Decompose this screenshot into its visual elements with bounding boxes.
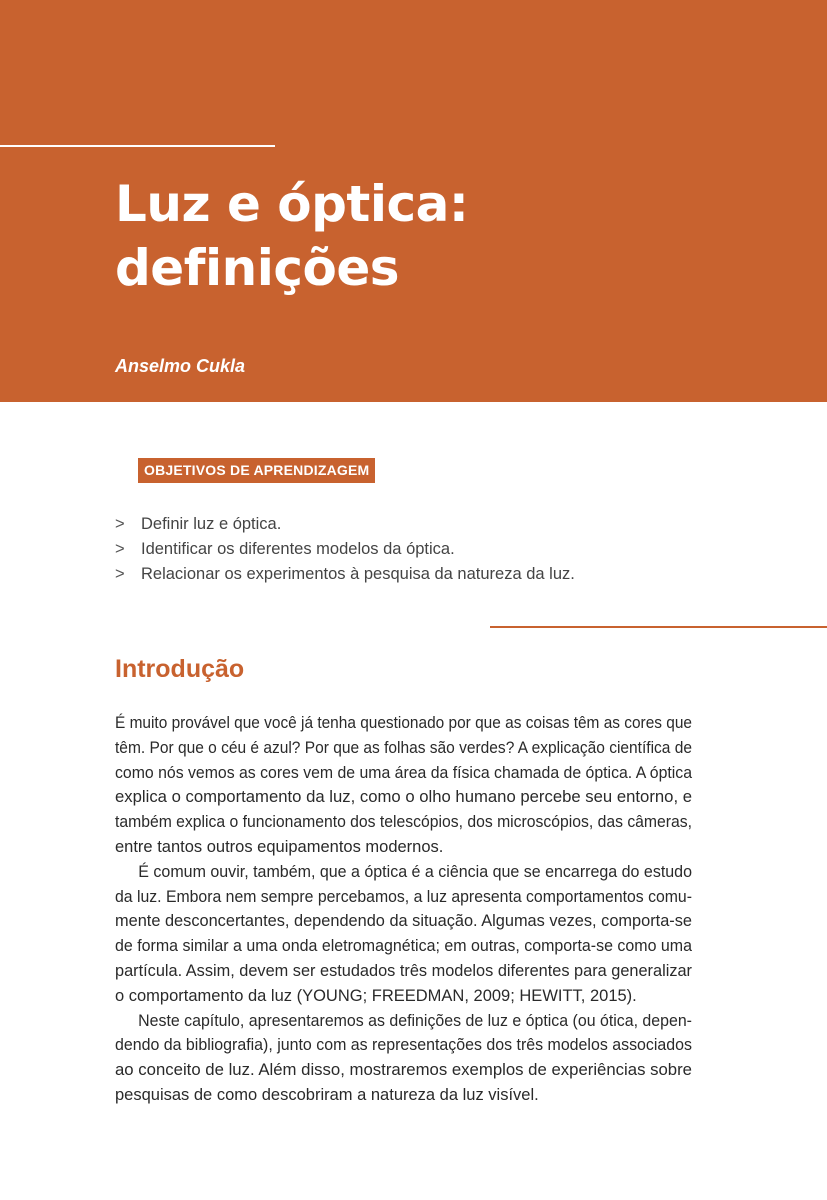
objectives-list (115, 512, 575, 587)
bullet-icon: > (115, 515, 125, 533)
chapter-header (0, 0, 827, 402)
text-line: É muito provável que você já tenha questionado por que as coisas têm as cores que (115, 714, 692, 732)
objective-text: Identificar os diferentes modelos da óptica. (141, 540, 455, 558)
body-text (115, 711, 692, 1108)
text-line: pesquisas de como descobriram a natureza da luz visível. (115, 1085, 539, 1104)
text-line: É comum ouvir, também, que a óptica é a ciência que se encarrega do estudo (138, 862, 692, 881)
text-line: explica o comportamento da luz, como o olho humano percebe seu entorno, e (115, 788, 692, 807)
objectives-label: OBJETIVOS DE APRENDIZAGEM (138, 458, 375, 483)
section-rule (490, 626, 827, 628)
title-line: Luz e óptica: (115, 175, 469, 233)
objective-item (115, 562, 575, 587)
chapter-title (115, 172, 468, 300)
author: Anselmo Cukla (115, 356, 246, 376)
text-line: Neste capítulo, apresentaremos as definições de luz e óptica (ou ótica, depen- (138, 1011, 693, 1030)
text-line: como nós vemos as cores vem de uma área da física chamada de óptica. A óptica (115, 763, 692, 782)
objective-item (115, 512, 575, 537)
text-line: o comportamento da luz (YOUNG; FREEDMAN, 2009; HEWITT, 2015). (115, 986, 637, 1005)
bullet-icon: > (115, 540, 125, 558)
header-rule (0, 145, 275, 147)
text-line: partícula. Assim, devem ser estudados três modelos diferentes para generalizar (115, 961, 692, 980)
objective-text: Relacionar os experimentos à pesquisa da natureza da luz. (141, 565, 575, 583)
text-line: entre tantos outros equipamentos modernos. (115, 837, 444, 856)
objective-text: Definir luz e óptica. (141, 515, 282, 533)
title-line: definições (115, 239, 399, 297)
text-line: da luz. Embora nem sempre percebamos, a luz apresenta comportamentos comu- (115, 887, 692, 906)
text-line: mente desconcertantes, dependendo da situação. Algumas vezes, comporta-se (115, 912, 692, 931)
objective-item (115, 537, 575, 562)
text-line: ao conceito de luz. Além disso, mostraremos exemplos de experiências sobre (115, 1061, 692, 1080)
text-line: dendo da bibliografia), junto com as representações dos três modelos associados (115, 1036, 692, 1055)
text-line: têm. Por que o céu é azul? Por que as folhas são verdes? A explicação científica de (115, 738, 692, 757)
section-heading: Introdução (115, 655, 245, 683)
text-line: de forma similar a uma onda eletromagnética; em outras, comporta-se como uma (115, 937, 692, 956)
bullet-icon: > (115, 565, 125, 583)
text-line: também explica o funcionamento dos telescópios, dos microscópios, das câmeras, (115, 813, 692, 832)
